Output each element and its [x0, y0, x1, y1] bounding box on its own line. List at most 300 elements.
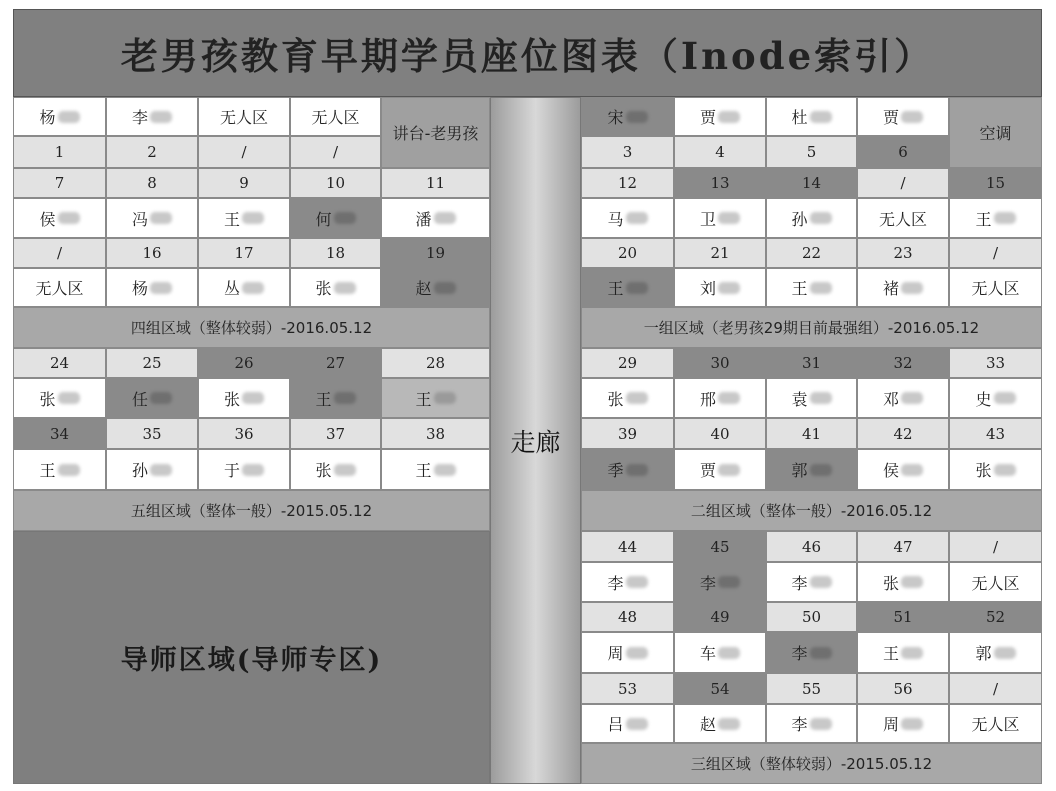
- seat-label: 19: [425, 244, 446, 262]
- seat-cell: [766, 632, 857, 673]
- air-conditioner-cell: 空调: [949, 97, 1042, 168]
- seat-cell: [106, 238, 198, 268]
- seat-label: 赵: [699, 715, 716, 734]
- seat-cell: [581, 168, 674, 198]
- seat-label: 51: [893, 608, 913, 626]
- seat-cell: [949, 168, 1042, 198]
- seat-cell: [581, 632, 674, 673]
- seat-cell: [13, 378, 106, 418]
- seat-cell: [106, 378, 198, 418]
- group-1-band: 一组区域（老男孩29期目前最强组）-2016.05.12: [581, 307, 1042, 348]
- seat-label: 张: [39, 389, 56, 409]
- seat-label: 李: [791, 644, 808, 663]
- redacted-name: [626, 282, 648, 294]
- seat-cell: [674, 136, 766, 168]
- redacted-name: [334, 282, 356, 294]
- redacted-name: [901, 392, 923, 404]
- redacted-name: [901, 576, 923, 588]
- seat-cell: [674, 348, 766, 378]
- seat-label: 11: [425, 174, 446, 192]
- seat-cell: [949, 268, 1042, 307]
- seat-cell: [13, 168, 106, 198]
- seat-cell: [674, 632, 766, 673]
- seat-cell: [857, 531, 949, 562]
- redacted-name: [994, 464, 1016, 476]
- seat-cell: [857, 562, 949, 602]
- redacted-name: [718, 464, 740, 476]
- seat-label: 4: [715, 143, 725, 161]
- redacted-name: [718, 111, 740, 123]
- seat-label: 王: [223, 209, 240, 229]
- seat-label: 冯: [131, 209, 148, 229]
- seat-cell: [766, 704, 857, 743]
- seat-label: 李: [607, 573, 624, 593]
- seat-label: 10: [325, 174, 346, 192]
- seat-cell: [381, 238, 490, 268]
- seat-label: 宋: [607, 108, 624, 127]
- redacted-name: [242, 392, 264, 404]
- seat-cell: [581, 449, 674, 490]
- seat-label: 5: [806, 143, 817, 161]
- seat-cell: [766, 449, 857, 490]
- seat-cell: [674, 378, 766, 418]
- seat-cell: [766, 673, 857, 704]
- seat-cell: [949, 673, 1042, 704]
- seat-label: 18: [325, 244, 346, 262]
- redacted-name: [434, 282, 456, 294]
- redacted-name: [718, 282, 740, 294]
- seat-cell: [766, 562, 857, 602]
- seat-label: 王: [415, 389, 432, 409]
- redacted-name: [334, 212, 356, 224]
- redacted-name: [718, 212, 740, 224]
- seat-label: 15: [985, 174, 1006, 192]
- seat-label: 邓: [882, 389, 899, 409]
- seat-cell: [581, 418, 674, 449]
- seat-cell: [13, 449, 106, 490]
- seat-label: 43: [985, 424, 1006, 443]
- seat-label: 贾: [882, 108, 899, 127]
- seat-cell: [766, 268, 857, 307]
- redacted-name: [626, 647, 648, 659]
- seat-cell: [290, 238, 381, 268]
- seat-cell: [674, 238, 766, 268]
- seat-cell: [949, 632, 1042, 673]
- redacted-name: [242, 212, 264, 224]
- seat-cell: [949, 378, 1042, 418]
- seat-label: 35: [142, 424, 162, 443]
- seat-label: 张: [315, 279, 332, 298]
- redacted-name: [150, 464, 172, 476]
- seat-cell: [766, 602, 857, 632]
- seat-label: 卫: [699, 209, 716, 229]
- seat-cell: [106, 348, 198, 378]
- seat-cell: [857, 378, 949, 418]
- seat-cell: [857, 168, 949, 198]
- redacted-name: [434, 392, 456, 404]
- seat-cell: [381, 348, 490, 378]
- seat-cell: [106, 449, 198, 490]
- seat-cell: [766, 168, 857, 198]
- seat-cell: [674, 168, 766, 198]
- seat-label: 孙: [131, 461, 148, 480]
- seat-cell: [290, 348, 381, 378]
- seat-label: 17: [234, 244, 254, 262]
- seat-label: 刘: [699, 279, 716, 298]
- seat-cell: [581, 673, 674, 704]
- seat-cell: [13, 136, 106, 168]
- redacted-name: [718, 647, 740, 659]
- seat-label: 袁: [791, 389, 808, 409]
- seat-label: 52: [985, 608, 1006, 626]
- seat-label: /: [332, 143, 339, 161]
- seat-label: 季: [607, 461, 624, 480]
- seat-cell: [13, 268, 106, 307]
- chart-title: 老男孩教育早期学员座位图表（Inode索引）: [13, 9, 1042, 97]
- seat-label: /: [241, 143, 247, 161]
- redacted-name: [901, 111, 923, 123]
- seat-label: 侯: [882, 461, 899, 480]
- seat-label: 45: [710, 537, 730, 556]
- seat-cell: [290, 168, 381, 198]
- seat-label: 郭: [791, 461, 808, 480]
- seat-label: 王: [315, 389, 332, 409]
- seat-cell: [674, 602, 766, 632]
- seat-label: 王: [607, 279, 624, 298]
- seat-label: 孙: [791, 209, 808, 229]
- seat-label: /: [992, 679, 999, 698]
- redacted-name: [434, 464, 456, 476]
- seat-label: 9: [239, 174, 249, 192]
- seat-cell: [857, 238, 949, 268]
- redacted-name: [58, 464, 80, 476]
- seat-cell: [857, 348, 949, 378]
- seat-cell: [949, 238, 1042, 268]
- redacted-name: [810, 212, 832, 224]
- seat-label: 38: [425, 424, 446, 443]
- seat-cell: [581, 136, 674, 168]
- redacted-name: [718, 392, 740, 404]
- redacted-name: [434, 212, 456, 224]
- seat-label: /: [992, 244, 999, 262]
- seat-label: 56: [893, 679, 913, 698]
- seat-cell: [290, 449, 381, 490]
- seat-label: 张: [315, 461, 332, 480]
- podium-cell: 讲台-老男孩: [381, 97, 490, 168]
- redacted-name: [58, 111, 80, 123]
- seat-label: 53: [617, 679, 638, 698]
- seat-cell: [290, 378, 381, 418]
- seat-label: 王: [39, 461, 56, 480]
- seat-cell: [581, 238, 674, 268]
- seat-label: 周: [882, 715, 899, 734]
- seat-cell: [674, 562, 766, 602]
- seat-label: 42: [893, 424, 913, 443]
- seat-label: 李: [131, 108, 148, 127]
- seat-cell: [674, 531, 766, 562]
- seat-label: 49: [710, 608, 730, 626]
- seat-label: 无人区: [35, 279, 84, 298]
- seat-cell: [766, 531, 857, 562]
- seat-label: 贾: [699, 461, 716, 480]
- redacted-name: [626, 392, 648, 404]
- seat-cell: [949, 562, 1042, 602]
- seat-label: 王: [791, 279, 808, 298]
- seat-cell: [766, 97, 857, 136]
- seat-cell: [198, 198, 290, 238]
- seat-label: 46: [801, 537, 822, 556]
- seat-label: 杨: [131, 279, 148, 298]
- seat-label: 23: [893, 244, 913, 262]
- seat-cell: [13, 97, 106, 136]
- seat-cell: [949, 602, 1042, 632]
- redacted-name: [58, 212, 80, 224]
- seat-cell: [674, 449, 766, 490]
- redacted-name: [334, 392, 356, 404]
- redacted-name: [150, 212, 172, 224]
- redacted-name: [994, 647, 1016, 659]
- redacted-name: [810, 111, 832, 123]
- redacted-name: [150, 392, 172, 404]
- seat-cell: [949, 449, 1042, 490]
- seat-cell: [290, 136, 381, 168]
- seat-cell: [381, 418, 490, 449]
- group-5-band: 五组区域（整体一般）-2015.05.12: [13, 490, 490, 531]
- seat-cell: [106, 97, 198, 136]
- seat-cell: [857, 673, 949, 704]
- seat-cell: [198, 449, 290, 490]
- mentor-area: 导师区域(导师专区): [13, 531, 490, 784]
- seat-cell: [766, 418, 857, 449]
- redacted-name: [994, 212, 1016, 224]
- seat-label: 贾: [699, 108, 716, 127]
- redacted-name: [810, 647, 832, 659]
- seat-cell: [857, 136, 949, 168]
- seat-label: 李: [791, 573, 808, 593]
- seat-label: 22: [801, 244, 822, 262]
- redacted-name: [810, 392, 832, 404]
- seat-label: 无人区: [878, 209, 927, 229]
- seat-label: 32: [893, 354, 913, 372]
- seat-label: 李: [791, 715, 808, 734]
- seat-label: 王: [975, 209, 992, 229]
- seat-cell: [674, 268, 766, 307]
- seat-cell: [198, 348, 290, 378]
- redacted-name: [810, 464, 832, 476]
- seat-label: 何: [315, 209, 332, 229]
- seat-label: 47: [893, 537, 913, 556]
- seat-label: 48: [617, 608, 638, 626]
- seat-cell: [857, 268, 949, 307]
- seat-label: 3: [622, 143, 633, 161]
- seat-label: 张: [223, 389, 240, 409]
- seat-cell: [674, 97, 766, 136]
- seat-label: 潘: [415, 209, 432, 229]
- seat-label: 27: [325, 354, 346, 372]
- seat-cell: [106, 268, 198, 307]
- seat-cell: [766, 198, 857, 238]
- seat-cell: [13, 198, 106, 238]
- seat-cell: [949, 198, 1042, 238]
- redacted-name: [901, 647, 923, 659]
- seat-label: 36: [234, 424, 254, 443]
- seat-label: 无人区: [971, 715, 1020, 734]
- seat-cell: [106, 198, 198, 238]
- seat-cell: [581, 198, 674, 238]
- seat-cell: [581, 97, 674, 136]
- redacted-name: [242, 282, 264, 294]
- redacted-name: [718, 576, 740, 588]
- redacted-name: [58, 392, 80, 404]
- seat-cell: [857, 602, 949, 632]
- seat-cell: [674, 418, 766, 449]
- seat-label: 杜: [791, 108, 808, 127]
- seat-label: 赵: [415, 279, 432, 298]
- seat-label: 20: [617, 244, 638, 262]
- seat-label: 史: [975, 389, 992, 409]
- seat-label: 张: [975, 461, 992, 480]
- seat-cell: [290, 198, 381, 238]
- seat-cell: [766, 238, 857, 268]
- seat-label: 26: [234, 354, 254, 372]
- seat-cell: [381, 168, 490, 198]
- seat-cell: [13, 418, 106, 449]
- seat-cell: [581, 378, 674, 418]
- seat-label: 郭: [975, 644, 992, 663]
- seat-label: /: [56, 244, 63, 262]
- seat-cell: [290, 97, 381, 136]
- seat-cell: [198, 238, 290, 268]
- seat-label: 王: [415, 461, 432, 480]
- redacted-name: [626, 212, 648, 224]
- seat-label: 吕: [607, 715, 624, 734]
- seat-cell: [949, 418, 1042, 449]
- seat-cell: [857, 97, 949, 136]
- seat-label: 杨: [39, 108, 56, 127]
- seat-cell: [857, 632, 949, 673]
- seat-cell: [674, 704, 766, 743]
- seat-label: 37: [325, 424, 346, 443]
- group-4-band: 四组区域（整体较弱）-2016.05.12: [13, 307, 490, 348]
- seat-label: 50: [801, 608, 822, 626]
- seat-label: 39: [617, 424, 638, 443]
- seat-cell: [198, 168, 290, 198]
- seat-label: 无人区: [311, 108, 360, 127]
- redacted-name: [334, 464, 356, 476]
- seat-label: 12: [617, 174, 638, 192]
- redacted-name: [901, 282, 923, 294]
- seat-label: 无人区: [219, 108, 268, 127]
- redacted-name: [810, 282, 832, 294]
- seat-label: 29: [617, 354, 638, 372]
- seat-label: 14: [801, 174, 822, 192]
- seat-cell: [674, 198, 766, 238]
- seat-label: 30: [710, 354, 730, 372]
- seat-label: 55: [801, 679, 822, 698]
- seat-cell: [13, 238, 106, 268]
- seat-cell: [106, 168, 198, 198]
- seat-cell: [766, 378, 857, 418]
- seat-cell: [381, 378, 490, 418]
- aisle-corridor: 走廊: [490, 97, 581, 784]
- seat-label: 25: [142, 354, 162, 372]
- seat-cell: [381, 198, 490, 238]
- redacted-name: [994, 392, 1016, 404]
- seat-label: 王: [882, 644, 899, 663]
- redacted-name: [150, 111, 172, 123]
- seat-label: 54: [710, 679, 730, 698]
- seat-label: 任: [131, 389, 148, 409]
- redacted-name: [810, 718, 832, 730]
- redacted-name: [626, 464, 648, 476]
- seat-cell: [766, 348, 857, 378]
- redacted-name: [242, 464, 264, 476]
- seat-label: 28: [425, 354, 446, 372]
- redacted-name: [626, 718, 648, 730]
- seat-cell: [198, 378, 290, 418]
- seat-label: 34: [49, 424, 70, 443]
- seat-cell: [13, 348, 106, 378]
- seat-cell: [581, 531, 674, 562]
- group-2-band: 二组区域（整体一般）-2016.05.12: [581, 490, 1042, 531]
- seat-label: 41: [801, 424, 822, 443]
- seat-label: 8: [147, 174, 157, 192]
- seat-cell: [106, 418, 198, 449]
- seat-label: 21: [710, 244, 730, 262]
- seat-label: 褚: [882, 279, 899, 298]
- seat-cell: [198, 97, 290, 136]
- seat-label: 2: [147, 143, 157, 161]
- seat-label: 无人区: [971, 573, 1020, 593]
- seat-label: 张: [607, 389, 624, 409]
- seat-label: 张: [882, 573, 899, 593]
- seat-cell: [581, 348, 674, 378]
- seat-cell: [581, 602, 674, 632]
- seat-label: 44: [617, 537, 638, 556]
- seat-cell: [198, 418, 290, 449]
- seat-label: 6: [898, 143, 908, 161]
- seat-cell: [198, 268, 290, 307]
- seat-label: 33: [985, 354, 1006, 372]
- seat-cell: [674, 673, 766, 704]
- seat-label: /: [992, 537, 999, 556]
- seat-cell: [581, 704, 674, 743]
- seat-label: 24: [49, 354, 70, 372]
- seat-cell: [381, 268, 490, 307]
- seat-cell: [581, 268, 674, 307]
- seat-label: 周: [607, 644, 624, 663]
- seat-cell: [949, 348, 1042, 378]
- seat-cell: [766, 136, 857, 168]
- seat-label: 40: [710, 424, 730, 443]
- seat-cell: [381, 449, 490, 490]
- seat-cell: [857, 198, 949, 238]
- seat-cell: [949, 531, 1042, 562]
- seat-label: 无人区: [971, 279, 1020, 298]
- group-3-band: 三组区域（整体较弱）-2015.05.12: [581, 743, 1042, 784]
- seat-cell: [198, 136, 290, 168]
- seat-cell: [857, 418, 949, 449]
- redacted-name: [901, 718, 923, 730]
- seat-label: 1: [54, 143, 65, 161]
- seat-label: 侯: [39, 209, 56, 229]
- seat-label: 于: [223, 461, 240, 480]
- seat-cell: [290, 268, 381, 307]
- seat-label: 丛: [223, 279, 240, 298]
- seat-cell: [857, 449, 949, 490]
- redacted-name: [626, 111, 648, 123]
- seat-label: 李: [699, 573, 716, 593]
